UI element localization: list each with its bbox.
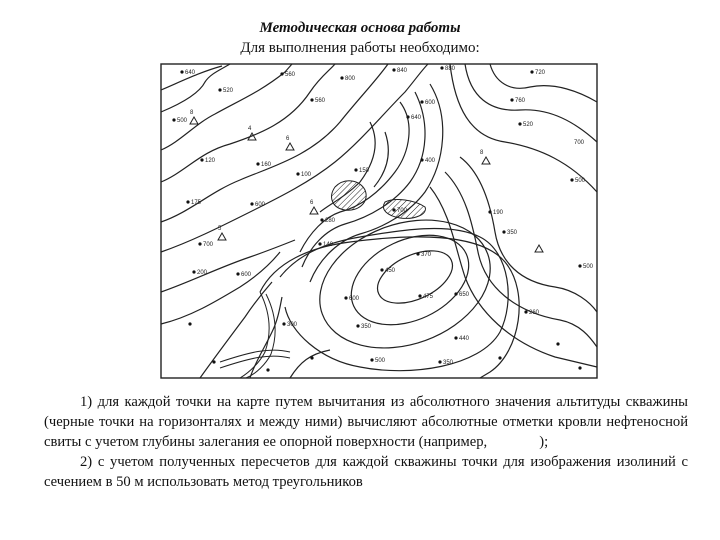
instruction-item-1-end: ); [539, 434, 549, 450]
well-point [578, 366, 581, 369]
map-label: 600 [255, 202, 266, 208]
map-label: 160 [261, 162, 272, 168]
map-label: 6 [286, 136, 290, 142]
well-point [354, 168, 357, 171]
well-point [266, 368, 269, 371]
map-label: 440 [459, 336, 470, 342]
map-label: 840 [397, 68, 408, 74]
instruction-item-2: 2) с учетом полученных пересчетов для каждой скважины точки для изображения изолиний с сечением в 50 м использовать метод треугольников [44, 454, 688, 490]
well-point [488, 210, 491, 213]
contour-line [300, 102, 409, 252]
well-point [498, 356, 501, 359]
map-label: 5 [218, 226, 222, 232]
well-point [420, 100, 423, 103]
well-point [370, 358, 373, 361]
map-label: 6 [310, 200, 314, 206]
well-point [556, 342, 559, 345]
map-label: 350 [507, 230, 518, 236]
page-subtitle: Для выполнения работы необходимо: [240, 40, 480, 56]
well-point [340, 76, 343, 79]
contour-line [161, 240, 295, 292]
contour-line [260, 237, 519, 378]
map-label: 720 [535, 70, 546, 76]
well-point [198, 242, 201, 245]
well-point [320, 218, 323, 221]
contour-line [374, 132, 388, 187]
map-label: 500 [575, 178, 586, 184]
contour-line [369, 240, 460, 314]
well-point [218, 88, 221, 91]
map-label: 150 [359, 168, 370, 174]
contour-line [465, 64, 597, 142]
map-label: 4 [248, 126, 252, 132]
well-point [392, 208, 395, 211]
map-label: 300 [287, 322, 298, 328]
well-point [172, 118, 175, 121]
benchmark-triangle [310, 207, 318, 214]
map-label: 880 [445, 66, 456, 72]
well-point [454, 336, 457, 339]
map-label: 450 [385, 268, 396, 274]
contour-line [246, 294, 275, 378]
map-label: 520 [523, 122, 534, 128]
well-point [570, 178, 573, 181]
contour-line [161, 64, 230, 112]
map-label: 700 [397, 208, 408, 214]
map-label: 280 [325, 218, 336, 224]
well-point [296, 172, 299, 175]
well-point [256, 162, 259, 165]
map-label: 700 [203, 242, 214, 248]
well-point [380, 268, 383, 271]
map-label: 350 [361, 324, 372, 330]
well-point [200, 158, 203, 161]
well-point [188, 322, 191, 325]
map-label: 190 [493, 210, 504, 216]
map-label: 100 [301, 172, 312, 178]
well-point [212, 360, 215, 363]
map-label: 8 [480, 150, 484, 156]
contour-line [200, 282, 272, 378]
well-point [280, 72, 283, 75]
well-point [578, 264, 581, 267]
map-label: 800 [345, 76, 356, 82]
map-label: 260 [529, 310, 540, 316]
well-point [236, 272, 239, 275]
contour-line [161, 64, 335, 182]
well-point [250, 202, 253, 205]
page-title: Методическая основа работы [259, 20, 461, 36]
well-point [440, 66, 443, 69]
map-label: 475 [423, 294, 434, 300]
well-point [392, 68, 395, 71]
well-point [416, 252, 419, 255]
map-label: 500 [375, 358, 386, 364]
well-point [420, 158, 423, 161]
map-label: 650 [459, 292, 470, 298]
map-label: 640 [185, 70, 196, 76]
instruction-item-1 [44, 392, 688, 452]
well-point [192, 270, 195, 273]
contour-line [450, 64, 597, 192]
benchmark-triangle [286, 143, 294, 150]
map-label: 600 [349, 296, 360, 302]
map-label: 520 [223, 88, 234, 94]
well-point [454, 292, 457, 295]
instructions [44, 392, 688, 492]
map-label: 8 [190, 110, 194, 116]
hatched-area [332, 181, 367, 210]
contour-map-drawing [160, 62, 600, 382]
map-label: 560 [285, 72, 296, 78]
contour-line [161, 64, 292, 150]
map-frame [161, 64, 597, 378]
map-label: 760 [515, 98, 526, 104]
map-label: 600 [425, 100, 436, 106]
well-point [318, 242, 321, 245]
map-label: 175 [191, 200, 202, 206]
map-label: 140 [323, 242, 334, 248]
well-point [418, 294, 421, 297]
map-label: 500 [177, 118, 188, 124]
contour-map [160, 62, 600, 382]
benchmark-triangle [535, 245, 543, 252]
well-point [310, 98, 313, 101]
map-label: 500 [583, 264, 594, 270]
benchmark-triangle [218, 233, 226, 240]
well-point [510, 98, 513, 101]
map-label: 560 [315, 98, 326, 104]
contour-line [337, 218, 483, 343]
well-point [502, 230, 505, 233]
benchmark-triangle [190, 117, 198, 124]
map-label: 120 [205, 158, 216, 164]
well-point [180, 70, 183, 73]
map-label: 200 [197, 270, 208, 276]
map-label: 370 [421, 252, 432, 258]
well-point [344, 296, 347, 299]
well-point [406, 115, 409, 118]
map-label: 640 [411, 115, 422, 121]
map-label: 700 [574, 140, 585, 146]
benchmark-triangle [482, 157, 490, 164]
instruction-item-1-text: 1) для каждой точки на карте путем вычитания из абсолютного значения альтитуды скважины (черные точки на горизонталях и между ними) вычисляют абсолютные отметки кровли нефтеносной свиты с учетом глубины залегания ее опорной поверхности (например, [44, 394, 688, 450]
well-point [356, 324, 359, 327]
well-point [310, 356, 313, 359]
well-point [186, 200, 189, 203]
well-point [518, 122, 521, 125]
well-point [524, 310, 527, 313]
map-label: 400 [425, 158, 436, 164]
well-point [282, 322, 285, 325]
well-point [438, 360, 441, 363]
well-point [530, 70, 533, 73]
map-label: 350 [443, 360, 454, 366]
map-label: 600 [241, 272, 252, 278]
